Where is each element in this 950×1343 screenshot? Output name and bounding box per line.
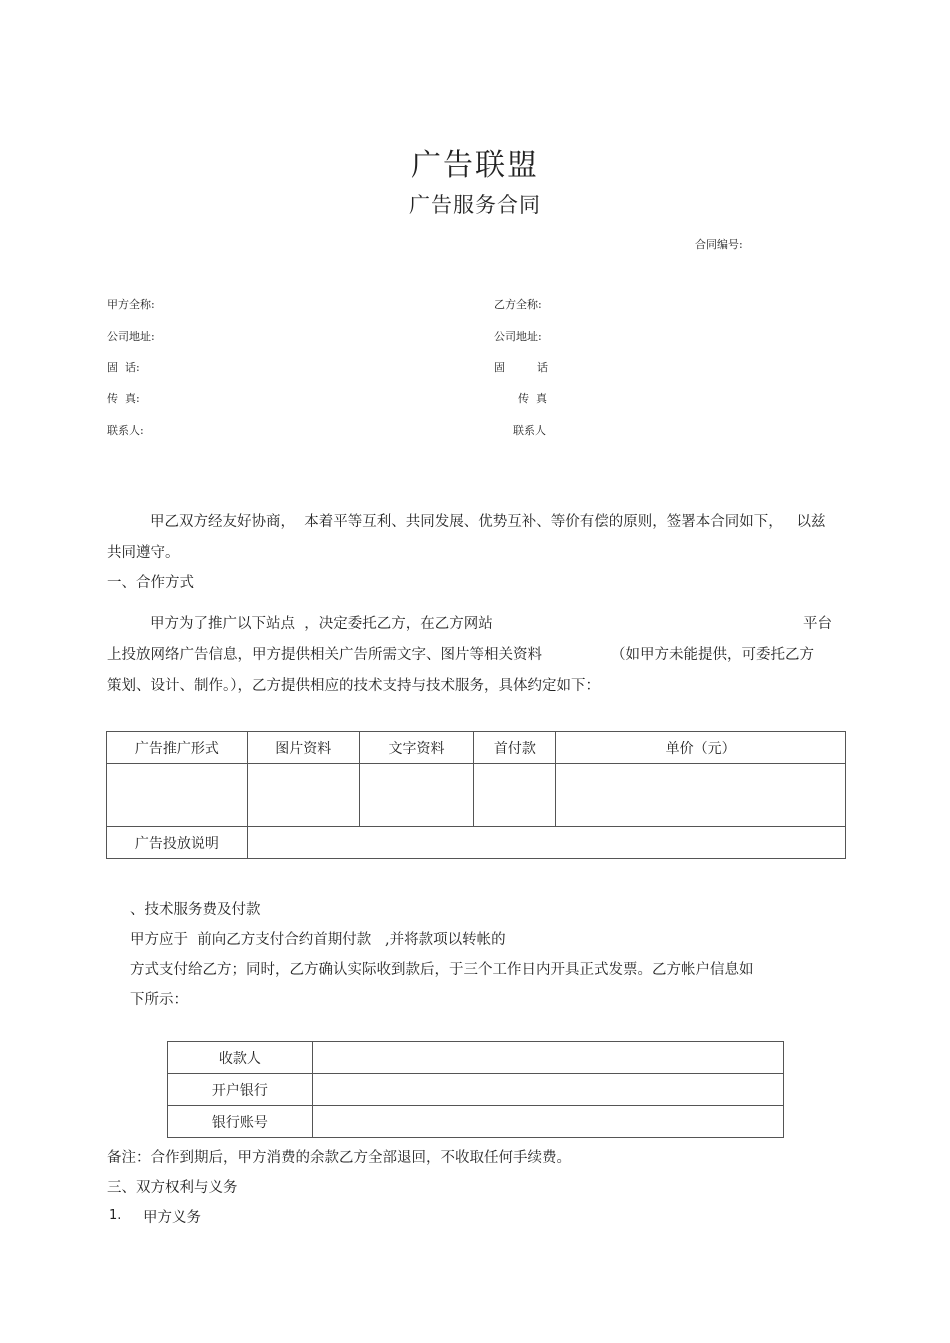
ad-table-header-cell: 文字资料 — [359, 732, 474, 764]
party-a-contact-label: 联系人: — [107, 424, 144, 437]
document-subtitle: 广告服务合同 — [409, 193, 541, 217]
ad-table-note-row — [107, 827, 846, 859]
ad-table-cell[interactable] — [359, 764, 474, 827]
document-title: 广告联盟 — [411, 148, 539, 183]
bank-table-row — [168, 1042, 784, 1074]
ad-note-label: 广告投放说明 — [107, 827, 248, 859]
section-1-line-3: 策划、设计、制作。），乙方提供相应的技术支持与技术服务，具体约定如下： — [107, 678, 600, 694]
item-1-text: 甲方义务 — [143, 1210, 201, 1226]
ad-table-row — [107, 764, 846, 827]
party-a-fax-label: 传 真: — [107, 392, 140, 405]
ad-table-header-cell: 图片资料 — [247, 732, 359, 764]
section-2-line-2: 方式支付给乙方；同时，乙方确认实际收到款后，于三个工作日内开具正式发票。乙方帐户信息如 — [130, 962, 754, 978]
party-a-address-label: 公司地址: — [107, 330, 155, 343]
section-3-heading: 三、双方权利与义务 — [107, 1180, 238, 1196]
section-2-line-1: 甲方应于 前向乙方支付合约首期付款 ,并将款项以转帐的 — [130, 932, 506, 948]
section-1-line-1a: 甲方为了推广以下站点 ，决定委托乙方，在乙方网站 — [150, 616, 493, 632]
ad-table — [106, 731, 846, 859]
ad-table-header-cell: 广告推广形式 — [107, 732, 248, 764]
party-a-name-label: 甲方全称: — [107, 298, 155, 311]
item-1-number: 1. — [109, 1208, 122, 1223]
party-a-phone-label: 固 话: — [107, 361, 140, 374]
ad-table-cell[interactable] — [107, 764, 248, 827]
party-b-name-label: 乙方全称: — [494, 298, 542, 311]
section-2-heading: 、技术服务费及付款 — [130, 902, 261, 918]
bank-name-label: 开户银行 — [168, 1074, 313, 1106]
ad-table-header-row — [107, 732, 846, 764]
section-1-line-1b: 平台 — [803, 616, 832, 632]
payee-label: 收款人 — [168, 1042, 313, 1074]
ad-table-cell[interactable] — [474, 764, 556, 827]
bank-table-row — [168, 1074, 784, 1106]
intro-line-1: 甲乙双方经友好协商， 本着平等互利、共同发展、优势互补、等价有偿的原则，签署本合同如下， 以兹 — [150, 514, 826, 530]
payee-value[interactable] — [312, 1042, 783, 1074]
section-1-heading: 一、合作方式 — [107, 575, 194, 591]
section-1-line-2b: （如甲方未能提供，可委托乙方 — [611, 647, 814, 663]
account-number-label: 银行账号 — [168, 1106, 313, 1138]
section-1-line-2a: 上投放网络广告信息，甲方提供相关广告所需文字、图片等相关资料 — [107, 647, 542, 663]
ad-table-header-cell: 首付款 — [474, 732, 556, 764]
ad-table-cell[interactable] — [247, 764, 359, 827]
bank-info-table — [167, 1041, 784, 1138]
party-b-phone-label-2: 话 — [537, 361, 548, 374]
party-b-contact-label: 联系人 — [513, 424, 546, 437]
party-b-fax-label: 传 真 — [518, 392, 547, 405]
bank-table-row — [168, 1106, 784, 1138]
contract-number-label: 合同编号: — [695, 238, 743, 251]
ad-table-header-cell: 单价（元） — [556, 732, 846, 764]
bank-name-value[interactable] — [312, 1074, 783, 1106]
ad-note-value[interactable] — [247, 827, 845, 859]
remark-text: 备注：合作到期后，甲方消费的余款乙方全部退回，不收取任何手续费。 — [107, 1150, 571, 1166]
account-number-value[interactable] — [312, 1106, 783, 1138]
party-b-address-label: 公司地址: — [494, 330, 542, 343]
party-b-phone-label-1: 固 — [494, 361, 505, 374]
intro-line-2: 共同遵守。 — [107, 545, 180, 561]
ad-table-cell[interactable] — [556, 764, 846, 827]
section-2-line-3: 下所示： — [130, 992, 188, 1008]
